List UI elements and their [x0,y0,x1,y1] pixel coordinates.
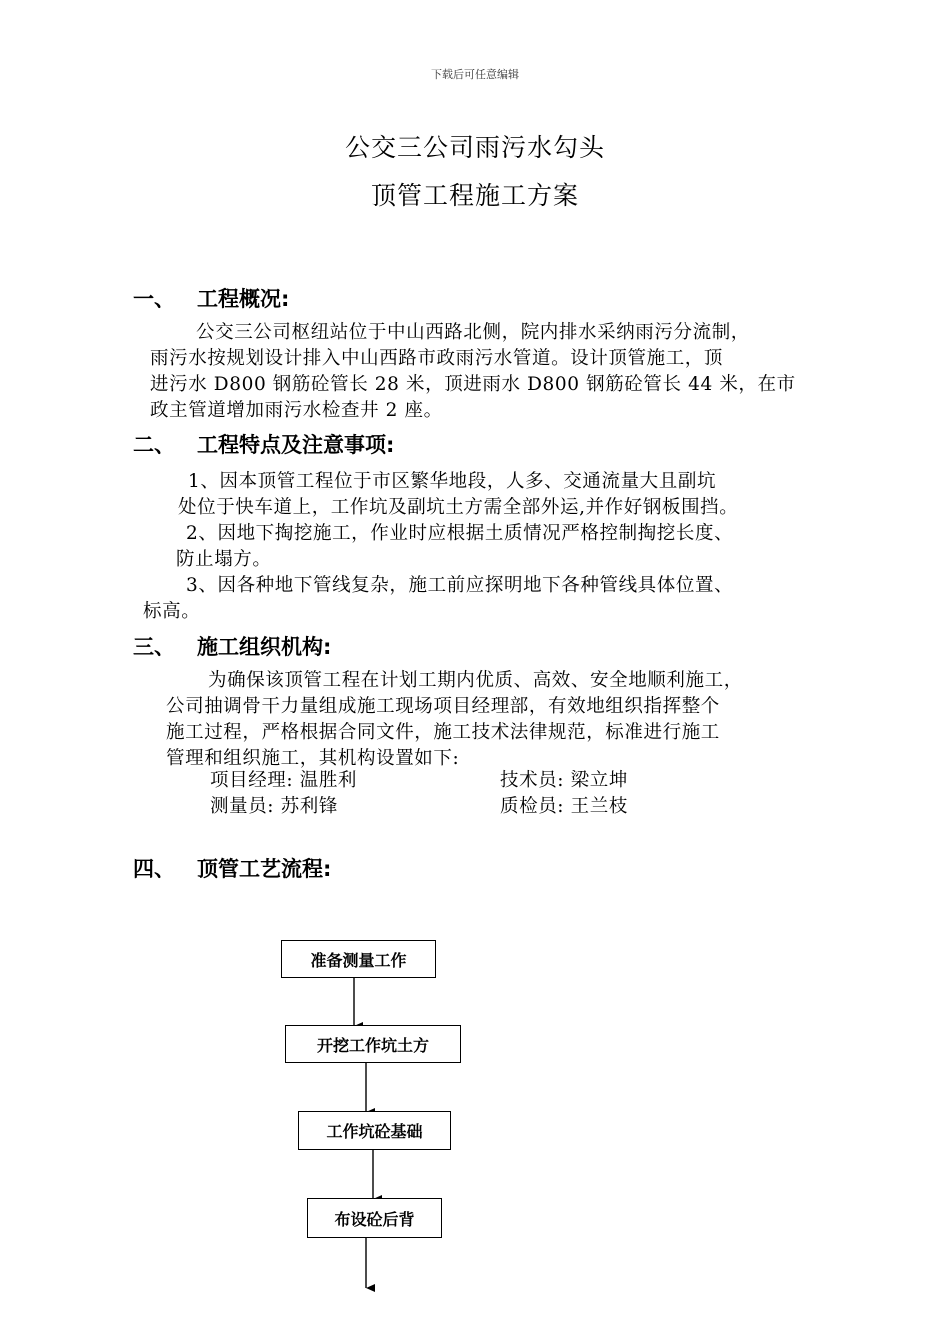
flow-step-pit-foundation: 工作坑砼基础 [298,1111,451,1150]
section-title: 顶管工艺流程: [197,857,332,881]
paragraph-line: 雨污水按规划设计排入中山西路市政雨污水管道。设计顶管施工，顶 [150,348,724,369]
paragraph-line: 1、因本顶管工程位于市区繁华地段，人多、交通流量大且副坑 [188,471,717,492]
section-number: 一、 [133,287,175,311]
paragraph-line: 标高。 [143,601,201,622]
section-number: 三、 [133,635,175,659]
paragraph-line: 管理和组织施工，其机构设置如下: [166,748,460,769]
paragraph-line: 防止塌方。 [176,549,272,570]
paragraph-line: 进污水 D800 钢筋砼管长 28 米，顶进雨水 D800 钢筋砼管长 44 米，在市 [150,374,796,395]
paragraph-line: 2、因地下掏挖施工，作业时应根据土质情况严格控制掏挖长度、 [186,523,734,544]
section-number: 四、 [133,857,175,881]
document-title-line1: 公交三公司雨污水勾头 [344,133,605,162]
paragraph-line: 处位于快车道上，工作坑及副坑土方需全部外运,并作好钢板围挡。 [178,497,739,518]
flow-step-excavate-pit: 开挖工作坑土方 [285,1025,461,1063]
paragraph-line: 施工过程，严格根据合同文件，施工技术法律规范，标准进行施工 [166,722,720,743]
paragraph-line: 政主管道增加雨污水检查井 2 座。 [150,400,443,421]
paragraph-line: 为确保该顶管工程在计划工期内优质、高效、安全地顺利施工， [208,670,743,691]
flow-step-prepare-survey: 准备测量工作 [281,940,436,978]
paragraph-line: 公司抽调骨干力量组成施工现场项目经理部，有效地组织指挥整个 [166,696,720,717]
header-note: 下载后可任意编辑 [431,68,519,81]
section-number: 二、 [133,433,175,457]
section-title: 施工组织机构: [197,635,332,659]
staff-project-manager: 项目经理: 温胜利 [210,770,358,791]
paragraph-line: 公交三公司枢纽站位于中山西路北侧，院内排水采纳雨污分流制， [196,322,750,343]
section-title: 工程特点及注意事项: [197,433,395,457]
flow-step-backrest: 布设砼后背 [307,1198,442,1238]
paragraph-line: 3、因各种地下管线复杂，施工前应探明地下各种管线具体位置、 [186,575,734,596]
staff-technician: 技术员: 梁立坤 [500,770,628,791]
staff-quality-inspector: 质检员: 王兰枝 [500,796,628,817]
staff-surveyor: 测量员: 苏利锋 [210,796,338,817]
document-title-line2: 顶管工程施工方案 [370,181,579,210]
section-title: 工程概况: [197,287,290,311]
